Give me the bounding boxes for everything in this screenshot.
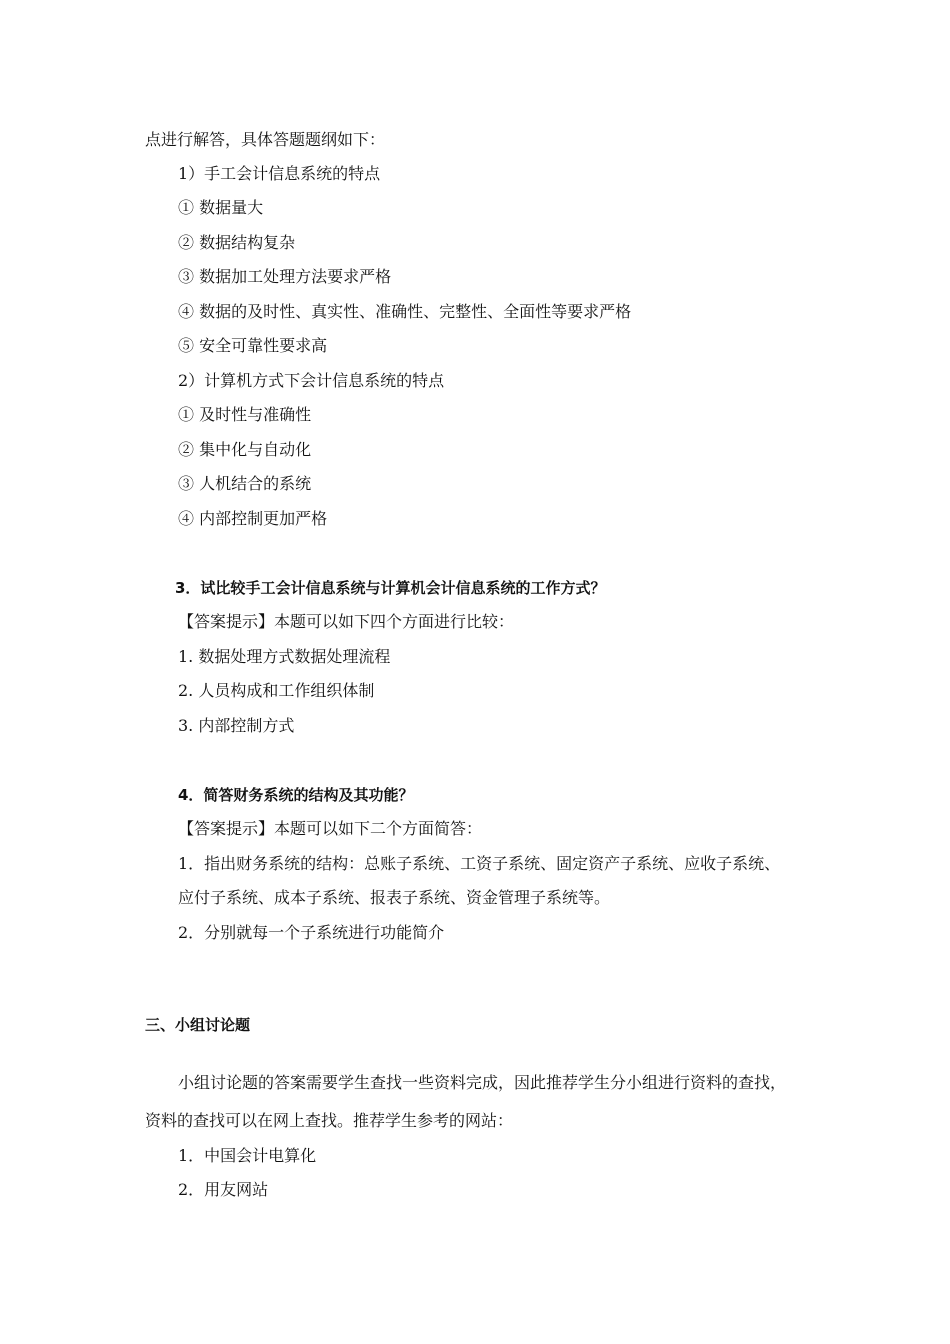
section-3-paragraph-line-1: 小组讨论题的答案需要学生查找一些资料完成，因此推荐学生分小组进行资料的查找， bbox=[178, 1073, 787, 1092]
list-item: 3. 内部控制方式 bbox=[178, 716, 295, 735]
question-3-hint: 【答案提示】本题可以如下四个方面进行比较： bbox=[178, 612, 515, 631]
intro-text: 点进行解答，具体答题题纲如下： bbox=[145, 130, 386, 149]
manual-heading: 1）手工会计信息系统的特点 bbox=[178, 164, 381, 183]
section-3-paragraph-line-2: 资料的查找可以在网上查找。推荐学生参考的网站： bbox=[145, 1111, 514, 1130]
list-item: ③ 数据加工处理方法要求严格 bbox=[178, 267, 392, 286]
list-item: ② 数据结构复杂 bbox=[178, 233, 296, 252]
question-3-title: 3．试比较手工会计信息系统与计算机会计信息系统的工作方式？ bbox=[175, 579, 606, 597]
section-3-heading: 三、小组讨论题 bbox=[145, 1016, 251, 1034]
list-item: ⑤ 安全可靠性要求高 bbox=[178, 336, 328, 355]
list-item: ④ 数据的及时性、真实性、准确性、完整性、全面性等要求严格 bbox=[178, 302, 632, 321]
list-item: ③ 人机结合的系统 bbox=[178, 474, 312, 493]
list-item: ① 数据量大 bbox=[178, 198, 264, 217]
list-item: 1. 数据处理方式数据处理流程 bbox=[178, 647, 391, 666]
list-item: 2．用友网站 bbox=[178, 1180, 269, 1199]
question-4-hint: 【答案提示】本题可以如下二个方面简答： bbox=[178, 819, 483, 838]
list-item: ④ 内部控制更加严格 bbox=[178, 509, 328, 528]
list-item: 1．指出财务系统的结构：总账子系统、工资子系统、固定资产子系统、应收子系统、 bbox=[178, 854, 781, 873]
list-item: 2．分别就每一个子系统进行功能简介 bbox=[178, 923, 445, 942]
list-item-continuation: 应付子系统、成本子系统、报表子系统、资金管理子系统等。 bbox=[178, 888, 611, 907]
question-4-title: 4．简答财务系统的结构及其功能？ bbox=[178, 786, 414, 804]
list-item: ② 集中化与自动化 bbox=[178, 440, 312, 459]
list-item: 2. 人员构成和工作组织体制 bbox=[178, 681, 375, 700]
list-item: 1．中国会计电算化 bbox=[178, 1146, 317, 1165]
list-item: ① 及时性与准确性 bbox=[178, 405, 312, 424]
computer-heading: 2）计算机方式下会计信息系统的特点 bbox=[178, 371, 445, 390]
